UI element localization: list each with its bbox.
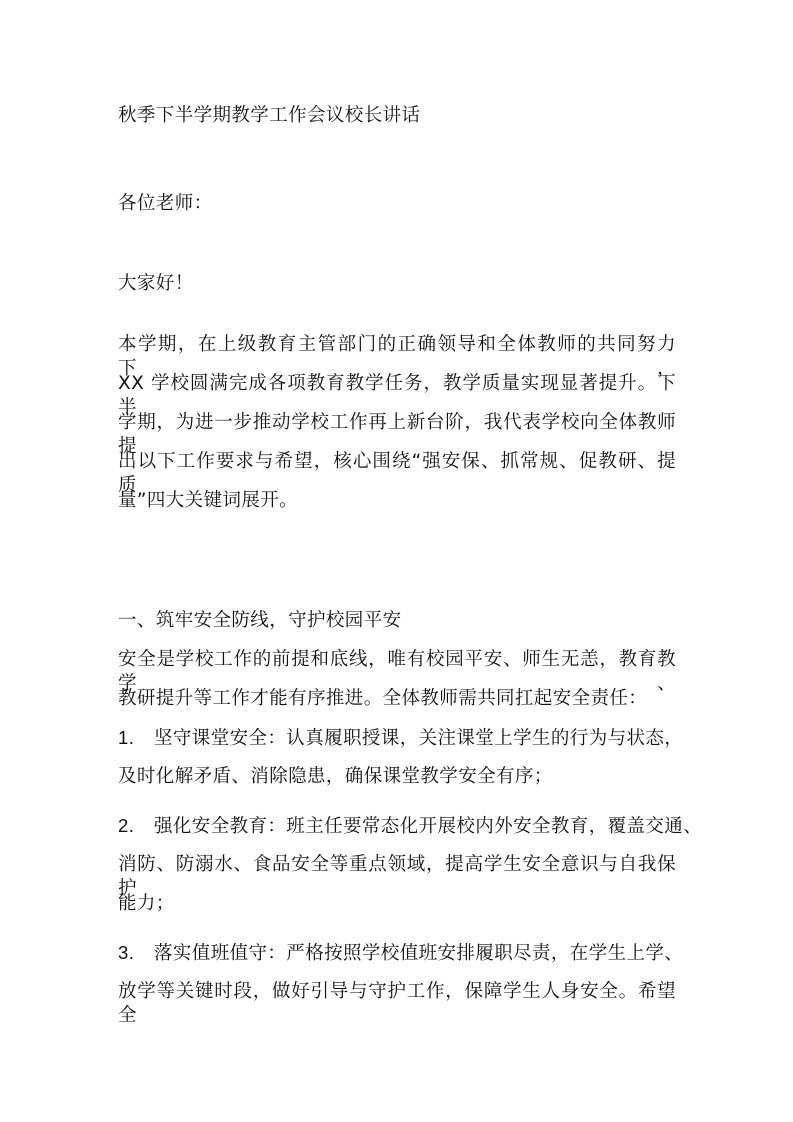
list-item-2-cont: 能力； — [118, 893, 175, 914]
intro-line: 量”四大关键词展开。 — [118, 490, 299, 511]
intro-line: XX 学校圆满完成各项教育教学任务，教学质量实现显著提升。下半 — [118, 373, 676, 418]
list-item-text: 强化安全教育：班主任要常态化开展校内外安全教育，覆盖交通、 — [154, 816, 703, 837]
list-item-1 — [118, 726, 683, 751]
list-item-3-cont: 放学等关键时段，做好引导与守护工作，保障学生人身安全。希望全 — [118, 981, 676, 1026]
intro-line: 学期，为进一步推动学校工作再上新台阶，我代表学校向全体教师提 — [118, 412, 676, 457]
list-number: 1. — [118, 727, 135, 748]
list-number: 2. — [118, 815, 135, 836]
section-heading: 一、筑牢安全防线，守护校园平安 — [118, 610, 402, 631]
intro-line: 出以下工作要求与希望，核心围绕“强安保、抓常规、促教研、提质 — [118, 451, 676, 496]
salutation: 各位老师： — [118, 193, 213, 214]
section-body-line: 教研提升等工作才能有序推进。全体教师需共同扛起安全责任： — [118, 688, 648, 709]
list-item-1-cont: 及时化解矛盾、消除隐患，确保课堂教学安全有序； — [118, 766, 553, 787]
document-title: 秋季下半学期教学工作会议校长讲话 — [118, 105, 421, 126]
intro-line: 本学期，在上级教育主管部门的正确领导和全体教师的共同努力下， — [118, 334, 676, 379]
list-item-text: 坚守课堂安全：认真履职授课，关注课堂上学生的行为与状态， — [154, 728, 684, 749]
greeting: 大家好！ — [118, 273, 194, 294]
section-body-line: 安全是学校工作的前提和底线，唯有校园平安、师生无恙，教育教学、 — [118, 649, 676, 694]
list-item-3 — [118, 941, 683, 966]
list-item-2-cont: 消防、防溺水、食品安全等重点领域，提高学生安全意识与自我保护 — [118, 854, 676, 899]
list-item-2 — [118, 814, 702, 839]
list-item-text: 落实值班值守：严格按照学校值班安排履职尽责，在学生上学、 — [154, 943, 684, 964]
list-number: 3. — [118, 942, 135, 963]
